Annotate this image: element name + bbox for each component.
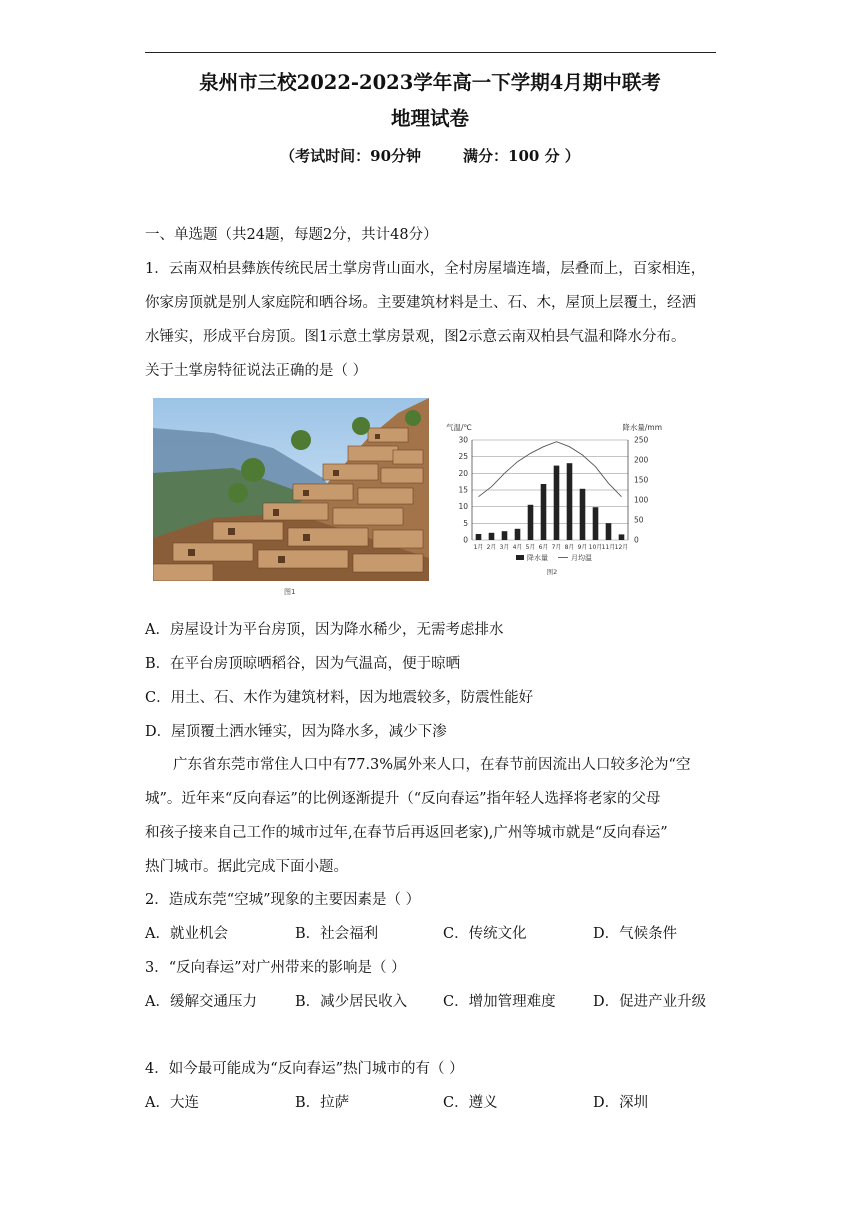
passage-line-4: 热门城市。据此完成下面小题。 bbox=[145, 859, 348, 875]
right-tick-label: 250 bbox=[634, 435, 649, 445]
q2-option-d[interactable]: D．气候条件 bbox=[593, 926, 678, 942]
precip-bar bbox=[619, 534, 625, 540]
right-axis-label: 降水量/mm bbox=[622, 423, 662, 432]
legend-precip-label: 降水量 bbox=[527, 554, 548, 562]
fig1-caption: 图1 bbox=[284, 588, 296, 596]
exam-info bbox=[0, 145, 860, 166]
left-tick-label: 15 bbox=[458, 485, 468, 495]
precip-bar bbox=[593, 507, 599, 540]
month-label: 12月 bbox=[614, 544, 629, 551]
passage-line-1: 广东省东莞市常住人口中有77.3%属外来人口，在春节前因流出人口较多沦为“空 bbox=[173, 757, 691, 773]
month-label: 8月 bbox=[564, 544, 575, 551]
precip-bar bbox=[515, 529, 521, 540]
month-label: 5月 bbox=[525, 544, 536, 551]
precip-bar bbox=[567, 463, 573, 540]
legend-temp-label: 月均温 bbox=[571, 554, 592, 562]
left-tick-label: 10 bbox=[458, 502, 468, 512]
q1-option-d[interactable]: D．屋顶覆土洒水锤实，因为降水多，减少下渗 bbox=[145, 724, 447, 740]
month-label: 1月 bbox=[473, 544, 484, 551]
q3-option-c[interactable]: C．增加管理难度 bbox=[443, 994, 556, 1010]
left-tick-label: 20 bbox=[458, 468, 468, 478]
q4-stem: 4．如今最可能成为“反向春运”热门城市的有（ ） bbox=[145, 1061, 464, 1077]
q4-option-b[interactable]: B．拉萨 bbox=[295, 1095, 350, 1111]
precip-bar bbox=[476, 534, 482, 540]
legend-bar-swatch bbox=[516, 555, 524, 560]
exam-title: 泉州市三校2022-2023学年高一下学期4月期中联考 bbox=[199, 71, 661, 94]
month-label: 4月 bbox=[512, 544, 523, 551]
q3-option-d[interactable]: D．促进产业升级 bbox=[593, 994, 707, 1010]
header-rule bbox=[145, 52, 716, 53]
q2-option-a[interactable]: A．就业机会 bbox=[145, 926, 228, 942]
q1-option-a[interactable]: A．房屋设计为平台房顶，因为降水稀少，无需考虑排水 bbox=[145, 622, 504, 638]
left-tick-label: 25 bbox=[458, 452, 468, 462]
right-tick-label: 200 bbox=[634, 455, 649, 465]
section-heading: 一、单选题（共24题，每题2分，共计48分） bbox=[145, 227, 438, 243]
q1-stem-line-2: 你家房顶就是别人家庭院和晒谷场。主要建筑材料是土、石、木，屋顶上层覆土，经洒 bbox=[145, 295, 696, 311]
passage-line-2: 城”。近年来“反向春运”的比例逐渐提升（“反向春运”指年轻人选择将老家的父母 bbox=[145, 791, 661, 807]
right-tick-label: 0 bbox=[634, 535, 639, 545]
right-tick-label: 50 bbox=[634, 515, 644, 525]
tuzhang-house-photo bbox=[153, 398, 429, 581]
q4-option-a[interactable]: A．大连 bbox=[145, 1095, 199, 1111]
q4-option-d[interactable]: D．深圳 bbox=[593, 1095, 649, 1111]
right-tick-label: 100 bbox=[634, 495, 649, 505]
q3-option-a[interactable]: A．缓解交通压力 bbox=[145, 994, 257, 1010]
precip-bar bbox=[580, 489, 586, 540]
precip-bar bbox=[554, 466, 560, 540]
month-label: 10月 bbox=[588, 544, 603, 551]
climate-chart-svg bbox=[440, 418, 665, 603]
month-label: 11月 bbox=[601, 544, 616, 551]
exam-subject: 地理试卷 bbox=[390, 107, 469, 130]
q4-option-c[interactable]: C．遵义 bbox=[443, 1095, 498, 1111]
q1-option-b[interactable]: B．在平台房顶晾晒稻谷，因为气温高，便于晾晒 bbox=[145, 656, 461, 672]
precip-bar bbox=[489, 533, 495, 540]
q2-option-c[interactable]: C．传统文化 bbox=[443, 926, 527, 942]
month-label: 3月 bbox=[499, 544, 510, 551]
q1-stem-line-1: 1．云南双柏县彝族传统民居土掌房背山面水，全村房屋墙连墙，层叠而上，百家相连， bbox=[145, 261, 706, 277]
q1-stem-line-4: 关于土掌房特征说法正确的是（ ） bbox=[145, 363, 368, 379]
temperature-line bbox=[479, 442, 622, 497]
passage-line-3: 和孩子接来自己工作的城市过年,在春节后再返回老家),广州等城市就是“反向春运” bbox=[145, 825, 668, 841]
precip-bar bbox=[606, 523, 612, 540]
q1-stem-line-3: 水锤实，形成平台房顶。图1示意土掌房景观，图2示意云南双柏县气温和降水分布。 bbox=[145, 329, 686, 345]
precip-bar bbox=[541, 484, 547, 540]
right-tick-label: 150 bbox=[634, 475, 649, 485]
fig2-caption: 图2 bbox=[546, 568, 558, 576]
precip-bar bbox=[528, 505, 534, 540]
q3-stem: 3．“反向春运”对广州带来的影响是（ ） bbox=[145, 960, 406, 976]
exam-time: （考试时间：90分钟 bbox=[280, 147, 422, 165]
full-score: 满分：100 分 ） bbox=[463, 147, 580, 165]
left-tick-label: 30 bbox=[458, 435, 468, 445]
precip-bar bbox=[502, 531, 508, 540]
q1-option-c[interactable]: C．用土、石、木作为建筑材料，因为地震较多，防震性能好 bbox=[145, 690, 534, 706]
q2-stem: 2．造成东莞“空城”现象的主要因素是（ ） bbox=[145, 892, 421, 908]
q3-option-b[interactable]: B．减少居民收入 bbox=[295, 994, 408, 1010]
q2-option-b[interactable]: B．社会福利 bbox=[295, 926, 379, 942]
month-label: 2月 bbox=[486, 544, 497, 551]
left-tick-label: 5 bbox=[463, 518, 468, 528]
month-label: 6月 bbox=[538, 544, 549, 551]
climate-chart bbox=[440, 418, 665, 603]
month-label: 7月 bbox=[551, 544, 562, 551]
month-label: 9月 bbox=[577, 544, 588, 551]
left-tick-label: 0 bbox=[463, 535, 468, 545]
left-axis-label: 气温/℃ bbox=[446, 423, 472, 432]
